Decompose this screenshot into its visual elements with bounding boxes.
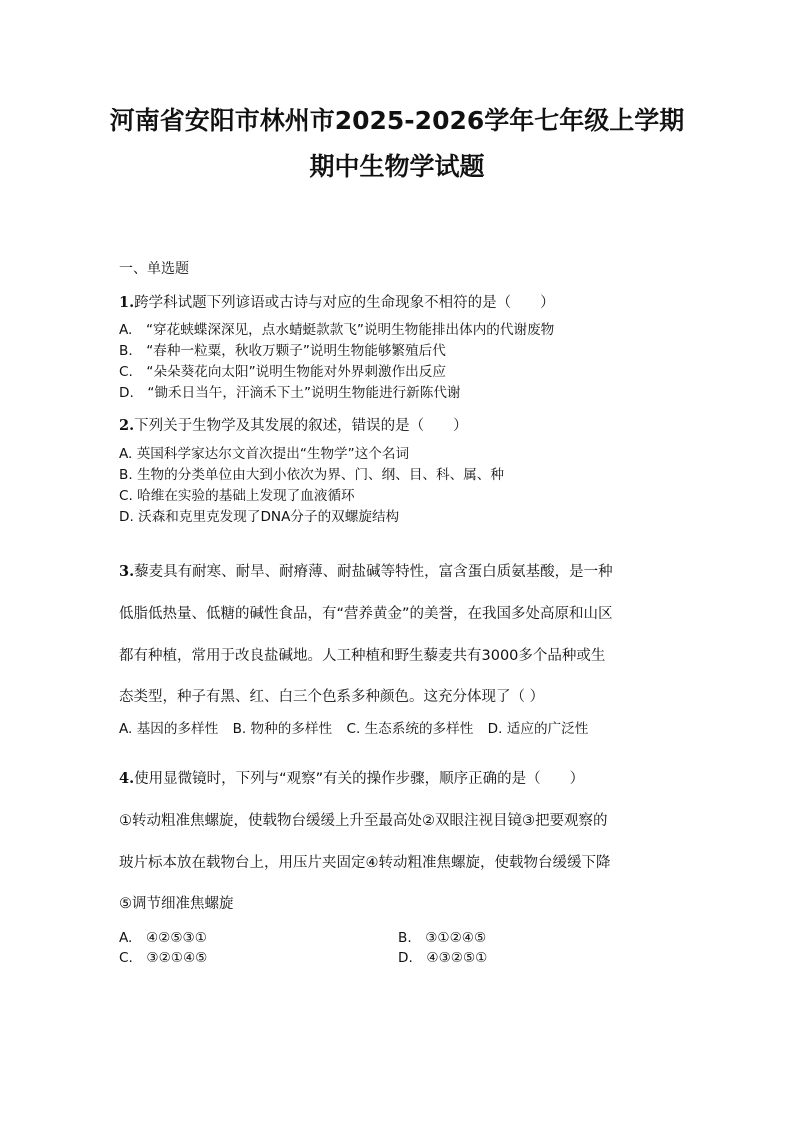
question-3-options: [119, 717, 598, 737]
question-3-line-1: [119, 560, 613, 581]
question-2-number: 2.: [119, 417, 135, 434]
question-2-option-b: B. 生物的分类单位由大到小依次为界、门、纲、目、科、属、种: [119, 467, 504, 483]
question-4-option-c: C. ③②①④⑤: [119, 950, 208, 966]
question-4-number: 4.: [119, 770, 135, 787]
question-1-option-b: B. “春种一粒粟，秋收万颗子”说明生物能够繁殖后代: [119, 343, 446, 359]
title-line-1: 河南省安阳市林州市2025-2026学年七年级上学期: [109, 106, 685, 135]
question-3-line-3: 都有种植，常用于改良盐碱地。人工种植和野生藜麦共有3000多个品种或生: [119, 648, 606, 664]
question-4-text-1: 使用显微镜时，下列与“观察”有关的操作步骤，顺序正确的是（ ）: [134, 771, 585, 787]
question-4-option-d: D. ④③②⑤①: [398, 950, 488, 966]
question-2-text: 下列关于生物学及其发展的叙述，错误的是（ ）: [134, 418, 468, 434]
question-4-line-4: ⑤调节细准焦螺旋: [119, 896, 234, 912]
question-1-text: 跨学科试题下列谚语或古诗与对应的生命现象不相符的是（ ）: [134, 295, 555, 311]
question-3-text-1: 藜麦具有耐寒、耐旱、耐瘠薄、耐盐碱等特性，富含蛋白质氨基酸，是一种: [134, 564, 613, 580]
question-3-option-c: C. 生态系统的多样性: [346, 721, 474, 737]
question-1-number: 1.: [119, 294, 135, 311]
question-3-line-4: 态类型，种子有黑、红、白三个色系多种颜色。这充分体现了（ ）: [119, 689, 545, 705]
question-2-option-d: D. 沃森和克里克发现了DNA分子的双螺旋结构: [119, 509, 400, 525]
document-title: [0, 98, 794, 190]
question-4-line-3: 玻片标本放在载物台上，用压片夹固定④转动粗准焦螺旋，使载物台缓缓下降: [119, 855, 611, 871]
question-1-option-d: D. “锄禾日当午，汗滴禾下土”说明生物能进行新陈代谢: [119, 385, 461, 401]
question-3-option-a: A. 基因的多样性: [119, 721, 219, 737]
question-2-stem: [119, 414, 468, 435]
question-3-number: 3.: [119, 563, 135, 580]
question-2-option-a: A. 英国科学家达尔文首次提出“生物学”这个名词: [119, 446, 410, 462]
question-4-line-2: ①转动粗准焦螺旋，使载物台缓缓上升至最高处②双眼注视目镜③把要观察的: [119, 813, 608, 829]
question-2-option-c: C. 哈维在实验的基础上发现了血液循环: [119, 488, 355, 504]
title-line-2: 期中生物学试题: [309, 152, 485, 181]
question-1-option-a: A. “穿花蛱蝶深深见，点水蜻蜓款款飞”说明生物能排出体内的代谢废物: [119, 322, 555, 338]
question-1-stem: [119, 291, 555, 312]
question-3-option-d: D. 适应的广泛性: [487, 721, 589, 737]
section-heading: 一、单选题: [119, 261, 189, 277]
question-1-option-c: C. “朵朵葵花向太阳”说明生物能对外界刺激作出反应: [119, 364, 446, 380]
question-4-option-a: A. ④②⑤③①: [119, 930, 207, 946]
question-3-option-b: B. 物种的多样性: [232, 721, 333, 737]
question-3-line-2: 低脂低热量、低糖的碱性食品，有“营养黄金”的美誉，在我国多处高原和山区: [119, 606, 613, 622]
question-4-line-1: [119, 767, 584, 788]
question-4-option-b: B. ③①②④⑤: [398, 930, 487, 946]
